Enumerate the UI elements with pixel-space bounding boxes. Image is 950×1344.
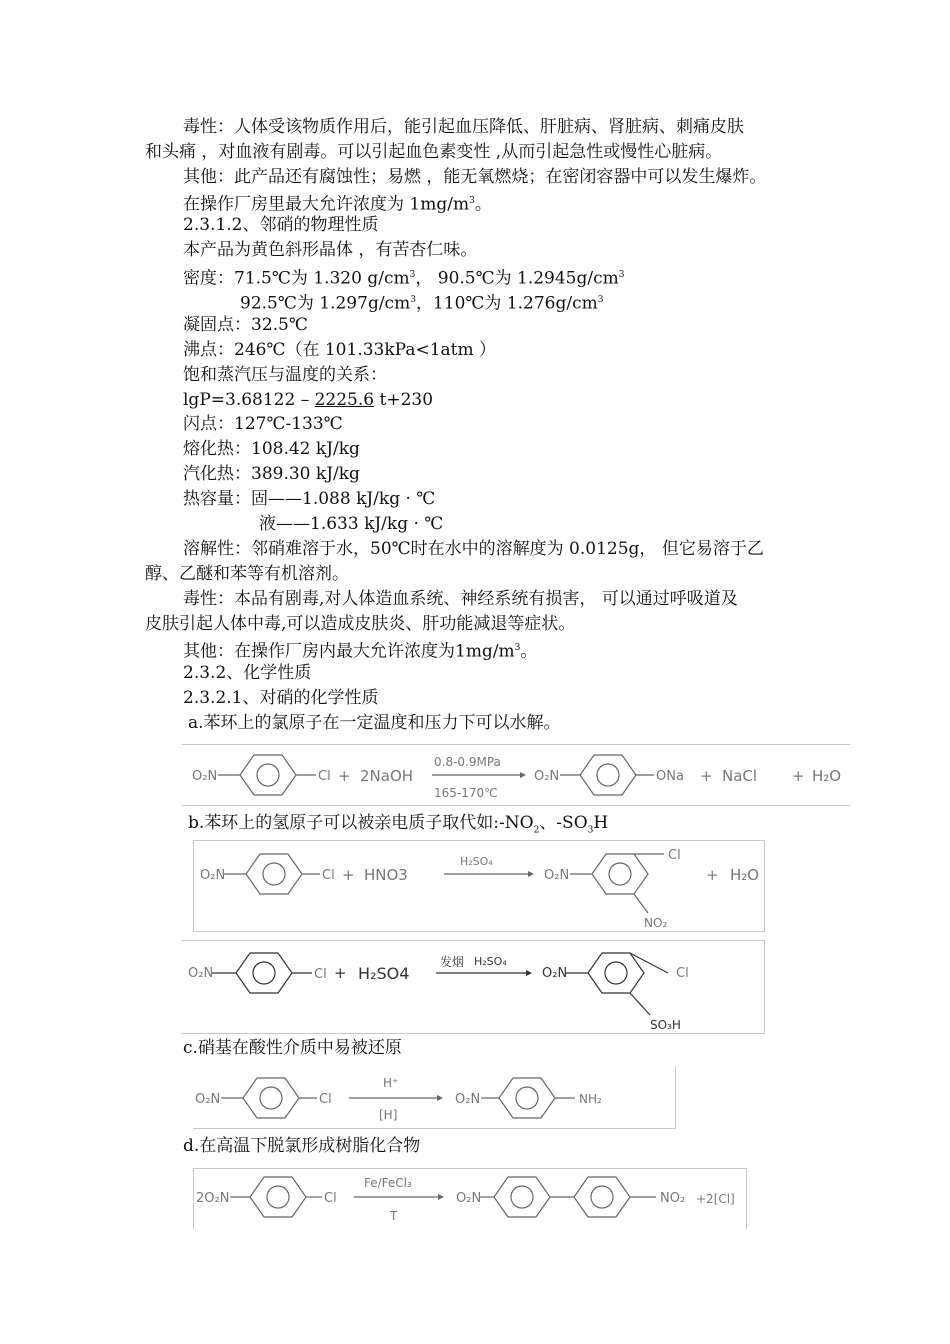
superscript: 3: [514, 643, 521, 653]
reaction-d-diagram: [193, 1168, 747, 1229]
superscript: 3: [469, 196, 475, 206]
chlorine-label: Cl: [319, 1092, 332, 1107]
text-line: 热容量：固——1.088 kJ/kg · ℃: [183, 489, 436, 509]
benzene-ring: [494, 1177, 550, 1217]
condition-bottom: [H]: [379, 1108, 398, 1122]
arrow-head: [528, 871, 534, 877]
reagent-label: 2NaOH: [360, 767, 414, 785]
text-line: 皮肤引起人体中毒,可以造成皮肤炎、肝功能减退等症状。: [145, 614, 576, 634]
arrow-head: [520, 772, 526, 778]
section-heading: 2.3.2、化学性质: [183, 663, 312, 683]
reaction-c-diagram: [193, 1066, 676, 1129]
text-line: 毒性：本品有剧毒,对人体造血系统、神经系统有损害， 可以通过呼吸道及: [183, 589, 738, 609]
density-line: [240, 289, 603, 315]
benzene-ring: [250, 1177, 306, 1217]
text-line: 本产品为黄色斜形晶体 ，有苦杏仁味。: [183, 240, 478, 260]
plus-sign: +: [792, 767, 805, 785]
reactant-label: O₂N: [195, 1092, 221, 1107]
text-span: H: [593, 813, 609, 833]
text-line: 液——1.633 kJ/kg · ℃: [259, 514, 444, 534]
reaction-caption: c.硝基在酸性介质中易被还原: [183, 1038, 402, 1058]
superscript: 3: [409, 270, 416, 280]
benzene-ring: [240, 755, 296, 795]
byproduct-label: H₂O: [812, 767, 842, 785]
formula-numerator: 2225.6: [314, 390, 375, 410]
text-span: 。: [520, 641, 538, 662]
product-left-label: O₂N: [542, 966, 568, 981]
reactant-label: O₂N: [188, 966, 214, 981]
superscript: 3: [597, 295, 604, 305]
product-right-label: NO₂: [660, 1191, 686, 1206]
text-line: [183, 190, 492, 216]
text-span: b.苯环上的氢原子可以被亲电质子取代如:-NO: [188, 813, 534, 833]
aromatic-circle: [260, 1087, 282, 1109]
aromatic-circle: [257, 764, 279, 786]
benzene-ring: [588, 953, 644, 993]
reactant-label: O₂N: [200, 868, 226, 883]
text-line: 熔化热：108.42 kJ/kg: [183, 439, 360, 459]
benzene-ring: [580, 755, 636, 795]
condition-top-cn: 发烟: [440, 955, 465, 969]
aromatic-circle: [267, 1186, 289, 1208]
aromatic-circle: [605, 962, 627, 984]
superscript: 3: [410, 295, 416, 305]
plus-sign: +: [700, 767, 713, 785]
benzene-ring: [243, 1078, 299, 1118]
text-line: [183, 637, 537, 663]
density-line: [183, 264, 625, 290]
text-span: 、-SO: [539, 813, 588, 833]
subscript: 3: [587, 825, 594, 836]
reaction-b1-svg: [194, 841, 764, 931]
byproduct-label: +2[Cl]: [696, 1192, 735, 1206]
text-line: 毒性：人体受该物质作用后，能引起血压降低、肝脏病、肾脏病、刺痛皮肤: [183, 117, 744, 137]
text-span: 92.5℃为 1.297g/cm: [240, 293, 411, 314]
text-span: 其他：在操作厂房内最大允许浓度为1mg/m: [183, 641, 515, 662]
reaction-d-svg: [194, 1169, 746, 1229]
chlorine-label: Cl: [322, 868, 335, 883]
text-line: 溶解性：邻硝难溶于水，50℃时在水中的溶解度为 0.0125g， 但它易溶于乙: [183, 539, 764, 559]
reaction-b2-svg: [182, 941, 764, 1033]
product-chlorine-label: Cl: [676, 966, 689, 981]
condition-bottom: T: [390, 1209, 398, 1223]
chlorine-label: Cl: [318, 769, 331, 784]
aromatic-circle: [253, 962, 275, 984]
condition-top: H⁺: [383, 1076, 399, 1090]
bond: [634, 894, 648, 913]
arrow-head: [437, 1095, 443, 1101]
aromatic-circle: [591, 1186, 613, 1208]
reaction-caption: [188, 812, 608, 841]
text-span: ， 90.5℃为 1.2945g/cm: [415, 268, 619, 289]
reaction-b2-diagram: [182, 940, 765, 1034]
plus-sign: +: [338, 767, 351, 785]
text-line: 汽化热：389.30 kJ/kg: [183, 464, 360, 484]
plus-sign: +: [342, 866, 355, 884]
chlorine-label: Cl: [324, 1191, 337, 1206]
text-span: t+230: [374, 390, 434, 410]
plus-sign: +: [334, 964, 347, 982]
product-left-label: O₂N: [456, 1191, 482, 1206]
formula-line: [183, 389, 433, 411]
text-span: ，110℃为 1.276g/cm: [415, 293, 598, 314]
bond: [630, 953, 668, 973]
condition-top: H₂SO₄: [474, 955, 507, 968]
condition-top: 0.8-0.9MPa: [434, 755, 501, 769]
product-right-label: NH₂: [579, 1092, 602, 1106]
text-line: 醇、乙醚和苯等有机溶剂。: [145, 564, 349, 584]
subscript: 2: [533, 825, 540, 836]
text-span: 密度：71.5℃为 1.320 g/cm: [183, 268, 410, 289]
aromatic-circle: [597, 764, 619, 786]
product-left-label: O₂N: [534, 769, 560, 784]
section-heading: 2.3.2.1、对硝的化学性质: [183, 688, 379, 708]
aromatic-circle: [511, 1186, 533, 1208]
benzene-ring: [499, 1078, 555, 1118]
text-line: 沸点：246℃（在 101.33kPa<1atm ）: [183, 340, 497, 360]
reagent-label: HNO3: [364, 866, 408, 884]
superscript: 3: [618, 270, 625, 280]
reaction-caption: a.苯环上的氯原子在一定温度和压力下可以水解。: [188, 713, 561, 733]
reaction-c-svg: [193, 1066, 675, 1128]
benzene-ring: [574, 1177, 630, 1217]
reaction-caption: d.在高温下脱氯形成树脂化合物: [183, 1136, 421, 1156]
product-substituent-label: NO₂: [644, 916, 668, 930]
reactant-label: 2O₂N: [196, 1191, 230, 1206]
byproduct-label: NaCl: [722, 767, 758, 785]
product-substituent-label: SO₃H: [650, 1018, 681, 1032]
benzene-ring: [246, 854, 302, 894]
text-span: 在操作厂房里最大允许浓度为 1mg/m: [183, 194, 470, 215]
text-line: 其他：此产品还有腐蚀性；易燃 ，能无氧燃烧；在密闭容器中可以发生爆炸。: [183, 167, 767, 187]
reagent-label: H₂SO4: [358, 964, 410, 983]
byproduct-label: H₂O: [730, 866, 760, 884]
arrow-head: [438, 1194, 444, 1200]
bond: [630, 993, 650, 1015]
condition-top: H₂SO₄: [460, 855, 493, 868]
benzene-ring: [592, 854, 648, 894]
reaction-a-diagram: [182, 744, 850, 806]
reaction-a-svg: [182, 745, 850, 805]
text-line: 饱和蒸汽压与温度的关系：: [183, 365, 387, 385]
condition-top: Fe/FeCl₃: [364, 1176, 412, 1190]
product-chlorine-label: Cl: [668, 848, 681, 863]
reaction-b1-diagram: [193, 840, 765, 932]
aromatic-circle: [609, 863, 631, 885]
product-left-label: O₂N: [544, 868, 570, 883]
aromatic-circle: [516, 1087, 538, 1109]
arrow-head: [526, 970, 532, 976]
plus-sign: +: [706, 866, 719, 884]
product-right-label: ONa: [656, 769, 684, 784]
text-line: 凝固点：32.5℃: [183, 315, 308, 335]
text-line: 闪点：127℃-133℃: [183, 414, 343, 434]
condition-bottom: 165-170℃: [434, 786, 498, 800]
aromatic-circle: [263, 863, 285, 885]
product-left-label: O₂N: [455, 1092, 481, 1107]
section-heading: 2.3.1.2、邻硝的物理性质: [183, 215, 379, 235]
text-span: 。: [474, 194, 492, 215]
benzene-ring: [236, 953, 292, 993]
reactant-label: O₂N: [192, 769, 218, 784]
text-span: lgP=3.68122 –: [183, 390, 315, 410]
chlorine-label: Cl: [314, 967, 327, 982]
text-line: 和头痛 ，对血液有剧毒。可以引起血色素变性 ,从而引起急性或慢性心脏病。: [145, 142, 723, 162]
